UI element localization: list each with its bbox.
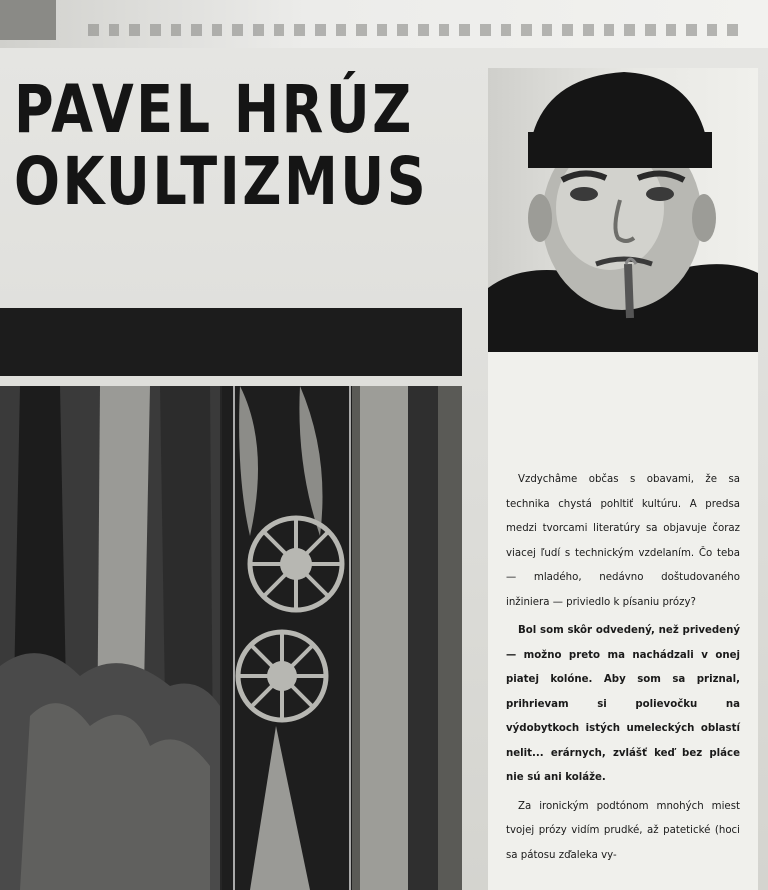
portrait-illustration (488, 68, 758, 352)
article-title (14, 71, 429, 220)
title-subject: OKULTIZMUS (14, 143, 429, 220)
artwork-illustration (0, 386, 462, 890)
corner-block (0, 0, 56, 40)
decorative-square-row (88, 24, 738, 40)
interview-answer: Bol som skôr odvedený, než privedený — možno preto ma nachádzali v onej piatej kolóne. Aby som sa priznal, prihrievam si polievočku na výdobytkoch istých umeleckých oblastí nelit... erárnych, zvlášť keď bez pláce nie sú ani koláže. (506, 625, 740, 783)
artwork-photo (0, 386, 462, 890)
interview-text (506, 468, 740, 868)
interview-question: Vzdychâme občas s obavami, že sa technika chystá pohltiť kultúru. A predsa medzi tvorcami literatúry sa objavuje čoraz viacej ľudí s technickým vzdelaním. Čo teba — mladého, nedávno doštudovaného inžiniera — priviedlo k písaniu prózy? (506, 474, 740, 608)
author-portrait (488, 68, 758, 352)
dark-banner (0, 308, 462, 376)
title-author: PAVEL HRÚZ (14, 71, 414, 148)
interview-question-2: Za ironickým podtónom mnohých miest tvojej prózy vidím prudké, až patetické (hoci sa pátosu zďaleka vy- (506, 800, 740, 861)
